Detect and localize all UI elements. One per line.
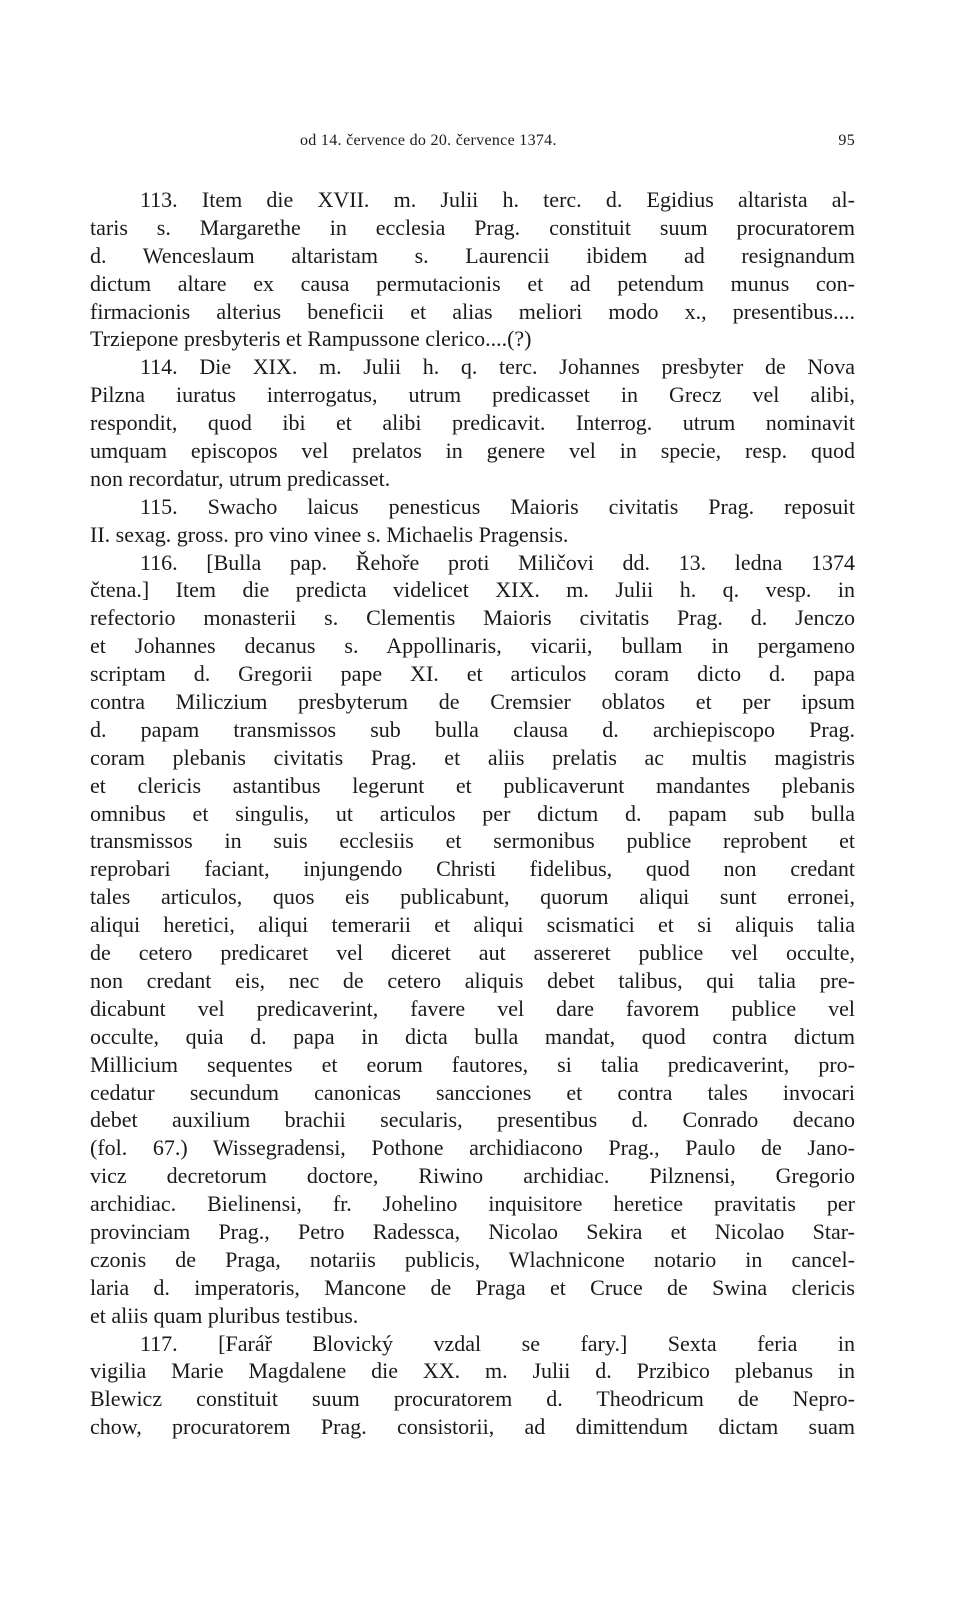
text-line: vicz decretorum doctore, Riwino archidiac. Pilznensi, Gregorio: [90, 1163, 855, 1189]
text-line: d. Wenceslaum altaristam s. Laurencii ibidem ad resignandum: [90, 242, 855, 268]
text-line: Blewicz constituit suum procuratorem d. Theodricum de Nepro-: [90, 1386, 855, 1412]
text-line: d. papam transmissos sub bulla clausa d. archiepiscopo Prag.: [90, 716, 855, 742]
text-line: provinciam Prag., Petro Radessca, Nicolao Sekira et Nicolao Star-: [90, 1218, 855, 1244]
text-line: contra Miliczium presbyterum de Cremsier oblatos et per ipsum: [90, 689, 855, 715]
body-text: [90, 186, 855, 1441]
text-line: II. sexag. gross. pro vino vinee s. Michaelis Pragensis.: [90, 521, 569, 547]
text-line: 114. Die XIX. m. Julii h. q. terc. Johannes presbyter de Nova: [140, 354, 855, 380]
text-line: cedatur secundum canonicas sancciones et contra tales invocari: [90, 1079, 855, 1105]
text-line: Pilzna iuratus interrogatus, utrum predicasset in Grecz vel alibi,: [90, 382, 855, 408]
running-title: od 14. července do 20. července 1374.: [300, 132, 557, 149]
text-line: debet auxilium brachii secularis, presentibus d. Conrado decano: [90, 1107, 855, 1133]
text-line: dictum altare ex causa permutacionis et ad petendum munus con-: [90, 270, 855, 296]
text-line: archidiac. Bielinensi, fr. Johelino inquisitore heretice pravitatis per: [90, 1191, 855, 1217]
text-line: refectorio monasterii s. Clementis Maioris civitatis Prag. d. Jenczo: [90, 605, 855, 631]
text-line: reprobari faciant, injungendo Christi fidelibus, quod non credant: [90, 856, 855, 882]
text-line: scriptam d. Gregorii pape XI. et articulos coram dicto d. papa: [90, 661, 855, 687]
text-line: et clericis astantibus legerunt et publicaverunt mandantes plebanis: [90, 772, 855, 798]
text-line: 115. Swacho laicus penesticus Maioris civitatis Prag. reposuit: [140, 493, 855, 519]
text-line: et Johannes decanus s. Appollinaris, vicarii, bullam in pergameno: [90, 633, 855, 659]
text-line: occulte, quia d. papa in dicta bulla mandat, quod contra dictum: [90, 1023, 855, 1049]
text-line: Millicium sequentes et eorum fautores, si talia predicaverint, pro-: [90, 1051, 855, 1077]
text-line: umquam episcopos vel prelatos in genere vel in specie, resp. quod: [90, 438, 855, 464]
text-line: czonis de Praga, notariis publicis, Wlachnicone notario in cancel-: [90, 1246, 855, 1272]
text-line: omnibus et singulis, ut articulos per dictum d. papam sub bulla: [90, 800, 855, 826]
text-line: 113. Item die XVII. m. Julii h. terc. d. Egidius altarista al-: [140, 187, 855, 212]
text-line: dicabunt vel predicaverint, favere vel dare favorem publice vel: [90, 995, 855, 1021]
text-line: taris s. Margarethe in ecclesia Prag. constituit suum procuratorem: [90, 214, 855, 240]
text-line: 117. [Farář Blovický vzdal se fary.] Sexta feria in: [140, 1330, 855, 1356]
text-line: de cetero predicaret vel diceret aut assereret publice vel occulte,: [90, 940, 855, 966]
text-line: non credant eis, nec de cetero aliquis debet talibus, qui talia pre-: [90, 967, 855, 993]
page-number: 95: [838, 132, 855, 149]
text-line: respondit, quod ibi et alibi predicavit. Interrog. utrum nominavit: [90, 410, 855, 436]
text-line: tales articulos, quos eis publicabunt, quorum aliqui sunt erronei,: [90, 884, 855, 910]
text-line: laria d. imperatoris, Mancone de Praga et Cruce de Swina clericis: [90, 1274, 855, 1300]
text-line: čtena.] Item die predicta videlicet XIX. m. Julii h. q. vesp. in: [90, 577, 855, 603]
text-line: Trziepone presbyteris et Rampussone clerico....(?): [90, 326, 532, 352]
text-line: firmacionis alterius beneficii et alias meliori modo x., presentibus....: [90, 298, 855, 324]
text-line: chow, procuratorem Prag. consistorii, ad dimittendum dictam suam: [90, 1414, 855, 1440]
text-line: vigilia Marie Magdalene die XX. m. Julii d. Przibico plebanus in: [90, 1358, 855, 1384]
text-line: coram plebanis civitatis Prag. et aliis prelatis ac multis magistris: [90, 744, 855, 770]
text-line: transmissos in suis ecclesiis et sermonibus publice reprobent et: [90, 828, 855, 854]
page-header: [90, 132, 855, 158]
text-line: aliqui heretici, aliqui temerarii et aliqui scismatici et si aliquis talia: [90, 912, 855, 938]
text-line: non recordatur, utrum predicasset.: [90, 465, 391, 491]
text-line: (fol. 67.) Wissegradensi, Pothone archidiacono Prag., Paulo de Jano-: [90, 1135, 855, 1161]
text-line: et aliis quam pluribus testibus.: [90, 1302, 359, 1328]
text-line: 116. [Bulla pap. Řehoře proti Miličovi dd. 13. ledna 1374: [140, 549, 855, 575]
